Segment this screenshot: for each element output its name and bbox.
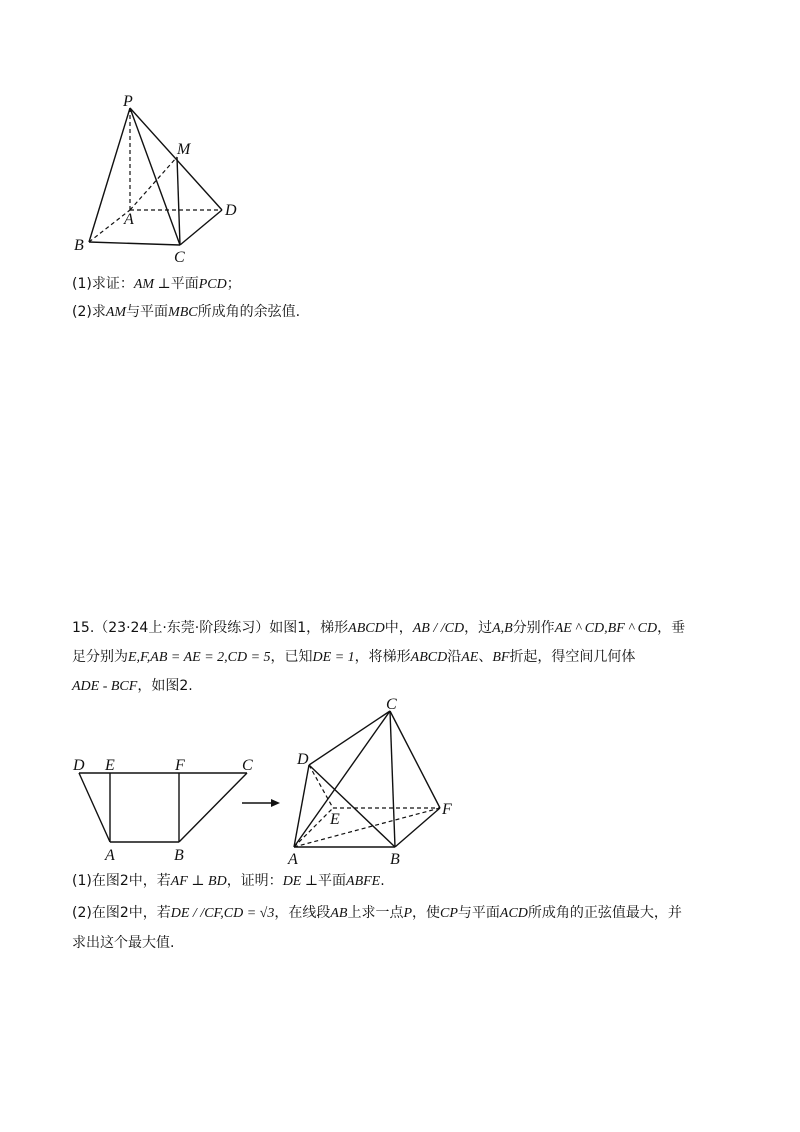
q15-part1: (1)在图2中，若AF ⊥ BD，证明：DE ⊥平面ABFE. — [72, 873, 385, 889]
pyramid-figure — [60, 90, 260, 265]
q15-part2-line2: 求出这个最大值. — [72, 935, 175, 951]
q15-part2-line1: (2)在图2中，若DE / /CF,CD = √3，在线段AB上求一点P，使CP与平面ACD所成角的正弦值最大，并 — [72, 905, 682, 921]
trapezoid-figure — [65, 752, 265, 864]
folded-solid-figure — [280, 696, 460, 868]
q15-line2: 足分别为E,F,AB = AE = 2,CD = 5，已知DE = 1，将梯形ABCD沿AE、BF折起，得空间几何体 — [72, 649, 636, 665]
label-d: D — [225, 202, 237, 219]
label-c: C — [386, 696, 397, 713]
label-c: C — [174, 249, 185, 265]
q15-line3: ADE - BCF，如图2. — [72, 678, 193, 694]
arrow-icon — [240, 796, 282, 810]
label-c: C — [242, 757, 253, 774]
label-f: F — [175, 757, 185, 774]
label-b: B — [74, 237, 84, 254]
label-e: E — [105, 757, 115, 774]
label-a: A — [105, 847, 115, 864]
label-b: B — [174, 847, 184, 864]
label-e: E — [330, 811, 340, 828]
label-m: M — [177, 141, 191, 158]
label-a: A — [288, 851, 298, 868]
label-b: B — [390, 851, 400, 868]
label-d: D — [73, 757, 85, 774]
label-p: P — [123, 93, 133, 110]
q14-part1: (1)求证：AM ⊥平面PCD； — [72, 276, 241, 292]
label-d: D — [297, 751, 309, 768]
q14-part2: (2)求AM与平面MBC所成角的余弦值. — [72, 304, 301, 320]
label-f: F — [442, 801, 452, 818]
label-a: A — [124, 211, 134, 228]
q15-line1: 15.（23·24上·东莞·阶段练习）如图1，梯形ABCD中，AB / /CD，过A,B分别作AE ^ CD,BF ^ CD，垂 — [72, 620, 686, 636]
